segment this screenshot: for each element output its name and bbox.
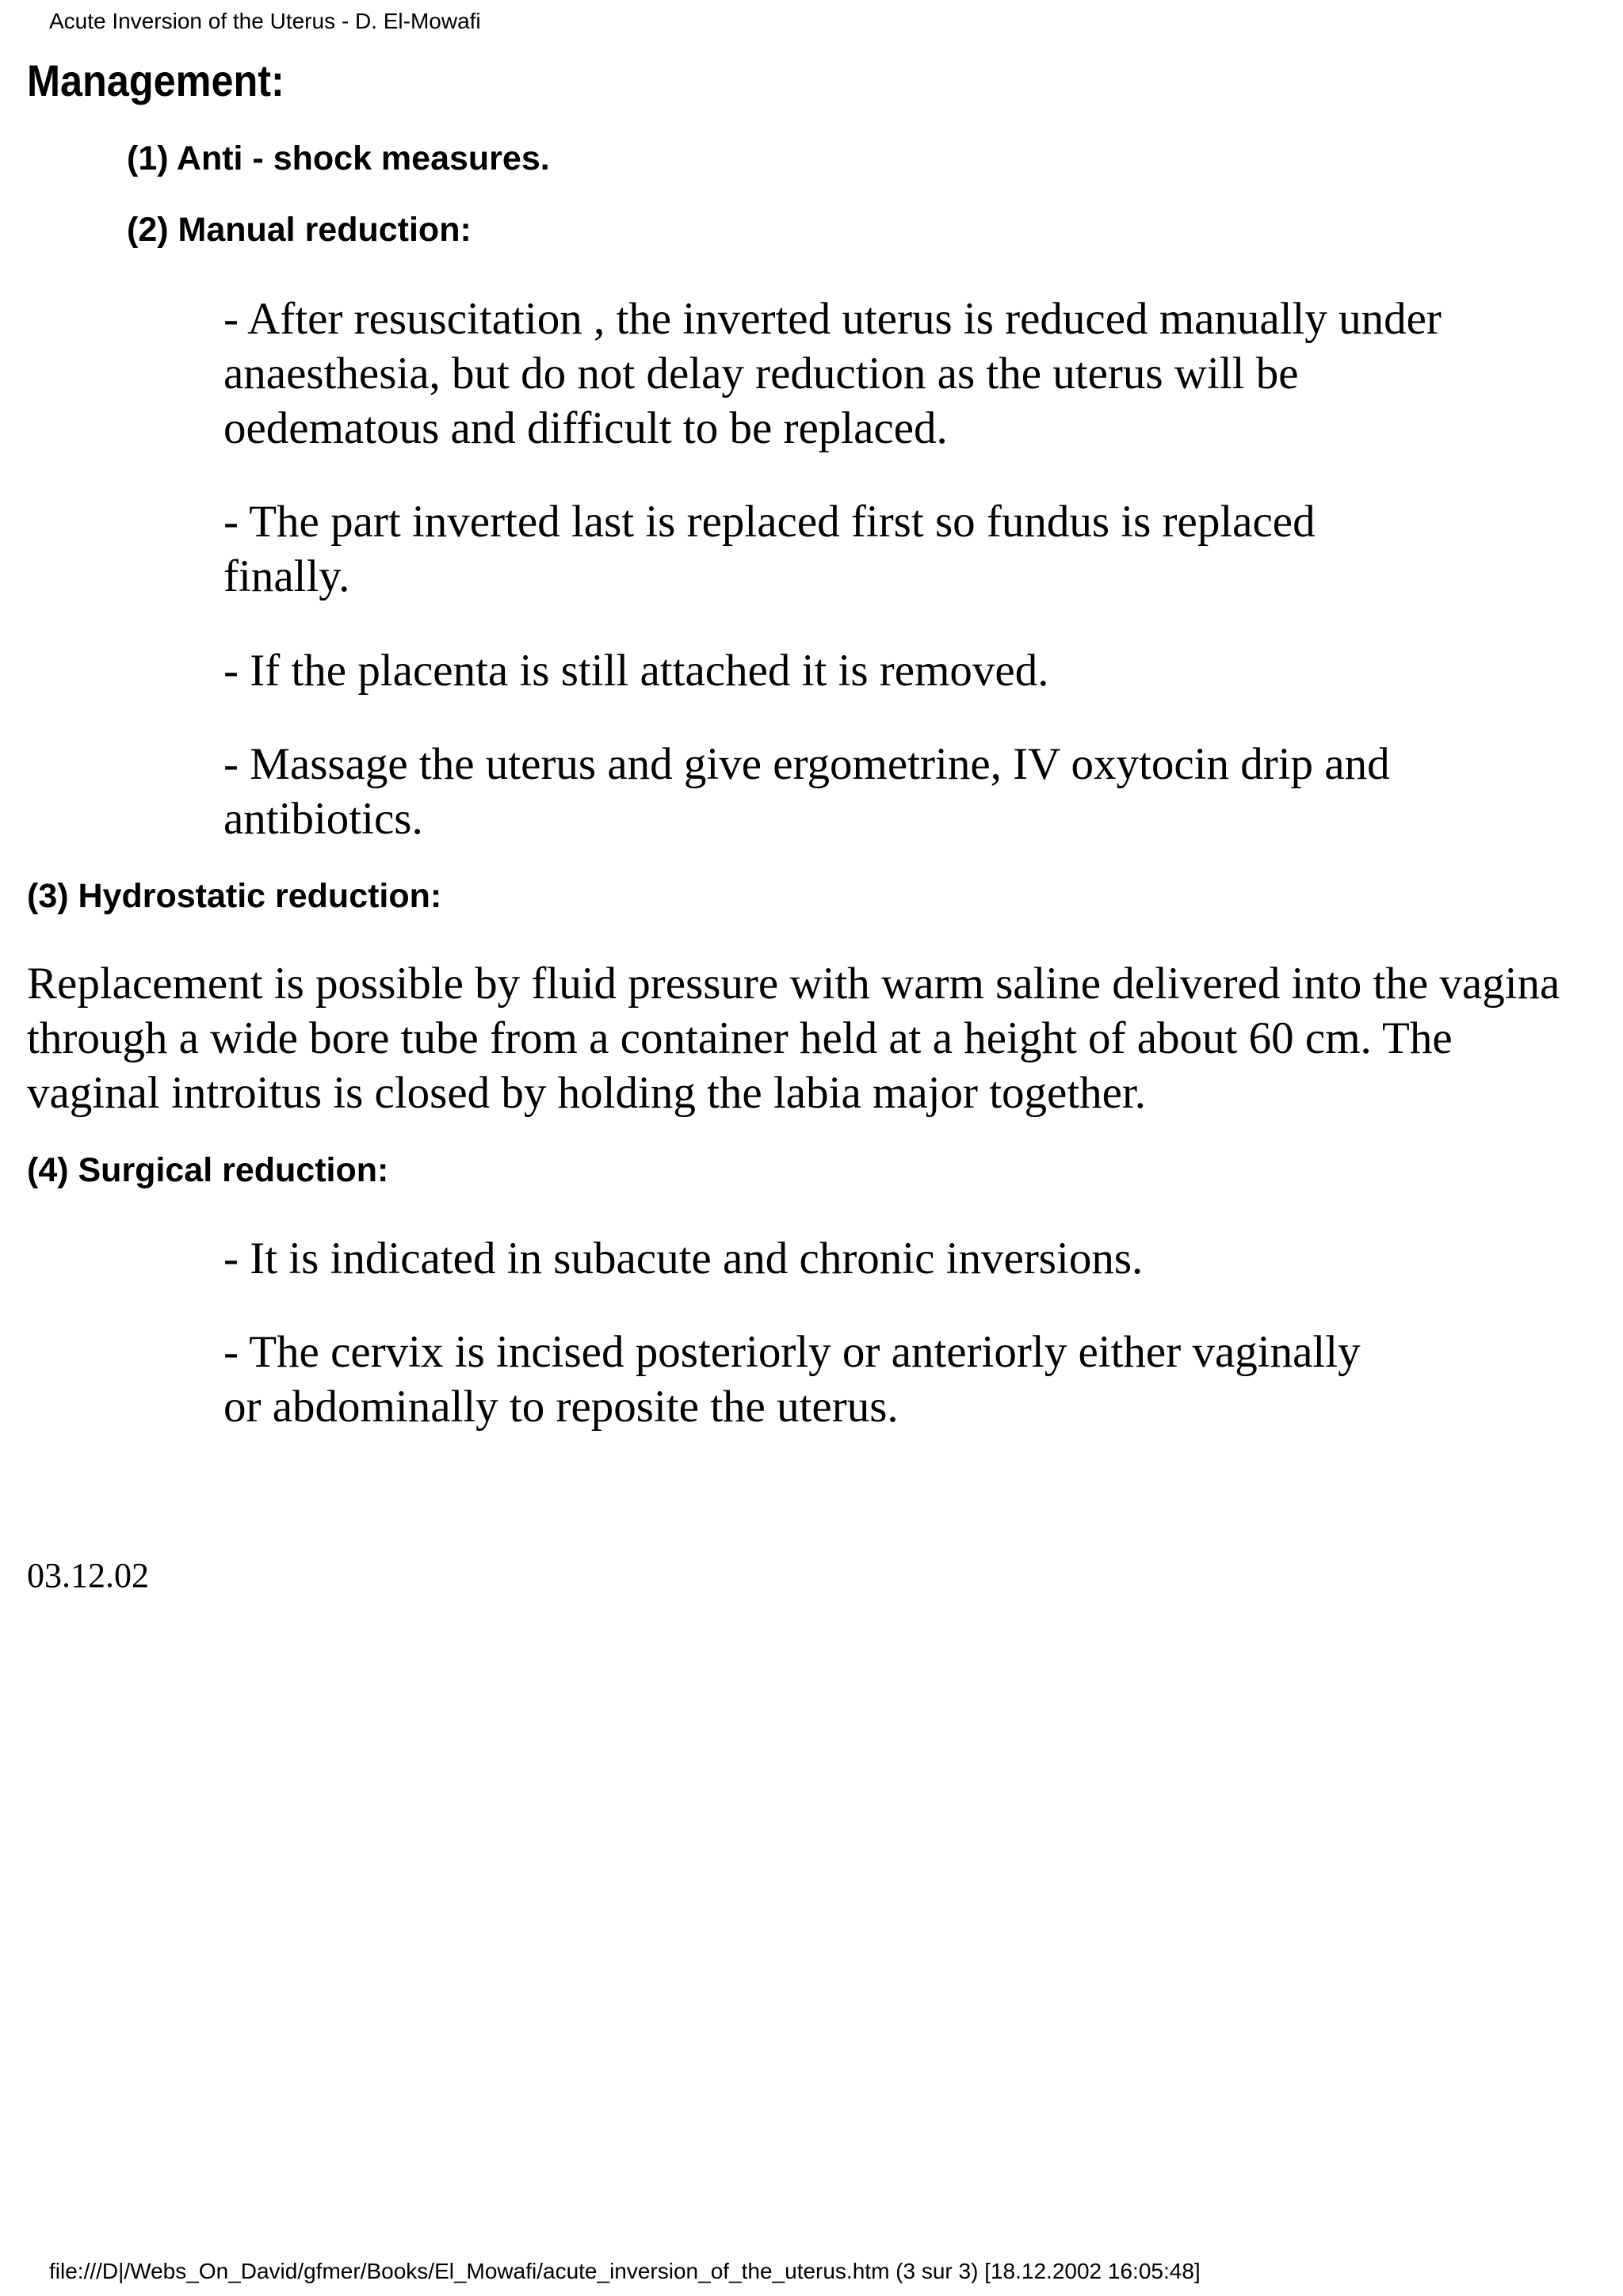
management-heading: Management: [27,55,285,105]
page-date: 03.12.02 [27,1556,149,1595]
manual-reduction-paragraph-2: - The part inverted last is replaced first so fundus is replaced finally. [223,497,1316,601]
item-manual-reduction-heading: (2) Manual reduction: [127,211,472,249]
hydrostatic-reduction-paragraph: Replacement is possible by fluid pressure with warm saline delivered into the vagina through a wide bore tube from a container held at a height of about 60 cm. The vaginal introitus is closed by holding the labia major together. [27,959,1560,1118]
manual-reduction-paragraph-3: - If the placenta is still attached it is removed. [223,646,1049,696]
page-footer-url: file:///D|/Webs_On_David/gfmer/Books/El_Mowafi/acute_inversion_of_the_uterus.htm (3 sur 3) [18.12.2002 16:05:48] [49,2259,1201,2283]
manual-reduction-paragraph-4: - Massage the uterus and give ergometrine, IV oxytocin drip and antibiotics. [223,739,1390,844]
page-header-title: Acute Inversion of the Uterus - D. El-Mowafi [49,9,481,33]
surgical-reduction-paragraph-1: - It is indicated in subacute and chronic inversions. [223,1234,1144,1283]
item-hydrostatic-reduction-heading: (3) Hydrostatic reduction: [27,877,442,915]
item-anti-shock-heading: (1) Anti - shock measures. [127,139,550,177]
manual-reduction-paragraph-1: - After resuscitation , the inverted uterus is reduced manually under anaesthesia, but do not delay reduction as the uterus will be oedematous and difficult to be replaced. [223,294,1442,453]
item-surgical-reduction-heading: (4) Surgical reduction: [27,1151,389,1189]
surgical-reduction-paragraph-2: - The cervix is incised posteriorly or anteriorly either vaginally or abdominally to reposite the uterus. [223,1327,1361,1432]
